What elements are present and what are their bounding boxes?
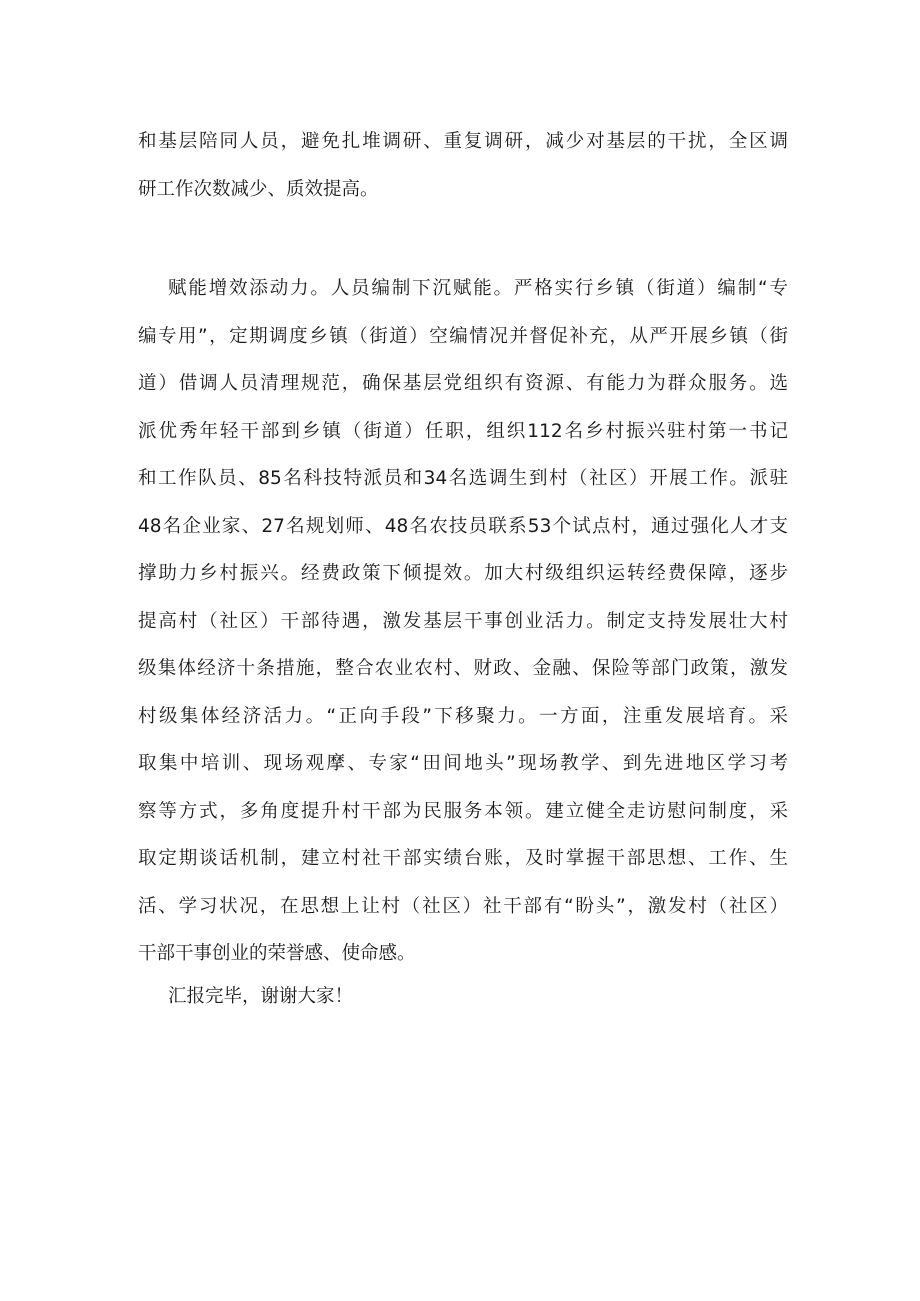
paragraph-line: 48名企业家、27名规划师、48名农技员联系53个试点村，通过强化人才支	[138, 515, 788, 537]
paragraph-line: 干部干事创业的荣誉感、使命感。	[138, 943, 416, 964]
paragraph-1	[138, 118, 788, 213]
paragraph-line: 活、学习状况，在思想上让村（社区）社干部有“盼头”，激发村（社区）	[138, 895, 788, 917]
paragraph-line: 赋能增效添动力。人员编制下沉赋能。严格实行乡镇（街道）编制“专	[168, 278, 788, 299]
paragraph-line: 察等方式，多角度提升村干部为民服务本领。建立健全走访慰问制度，采	[138, 800, 788, 822]
paragraph-line: 和基层陪同人员，避免扎堆调研、重复调研，减少对基层的干扰，全区调	[138, 131, 788, 152]
paragraph-line: 研工作次数减少、质效提高。	[138, 178, 379, 200]
paragraph-2	[138, 265, 788, 978]
paragraph-line: 取集中培训、现场观摩、专家“田间地头”现场教学、到先进地区学习考	[138, 753, 788, 774]
paragraph-line: 撑助力乡村振兴。经费政策下倾提效。加大村级组织运转经费保障，逐步	[138, 563, 788, 584]
closing-line: 汇报完毕，谢谢大家！	[168, 986, 354, 1007]
paragraph-line: 编专用”，定期调度乡镇（街道）空编情况并督促补充，从严开展乡镇（街	[138, 325, 788, 347]
paragraph-line: 和工作队员、85名科技特派员和34名选调生到村（社区）开展工作。派驻	[138, 468, 788, 489]
paragraph-line: 提高村（社区）干部待遇，激发基层干事创业活力。制定支持发展壮大村	[138, 610, 788, 632]
paragraph-line: 级集体经济十条措施，整合农业农村、财政、金融、保险等部门政策，激发	[138, 658, 788, 679]
paragraph-line: 村级集体经济活力。“正向手段”下移聚力。一方面，注重发展培育。采	[138, 705, 788, 727]
paragraph-line: 派优秀年轻干部到乡镇（街道）任职，组织112名乡村振兴驻村第一书记	[138, 420, 788, 442]
closing-remark	[138, 973, 788, 1021]
paragraph-line: 取定期谈话机制，建立村社干部实绩台账，及时掌握干部思想、工作、生	[138, 848, 788, 869]
paragraph-line: 道）借调人员清理规范，确保基层党组织有资源、有能力为群众服务。选	[138, 373, 788, 394]
